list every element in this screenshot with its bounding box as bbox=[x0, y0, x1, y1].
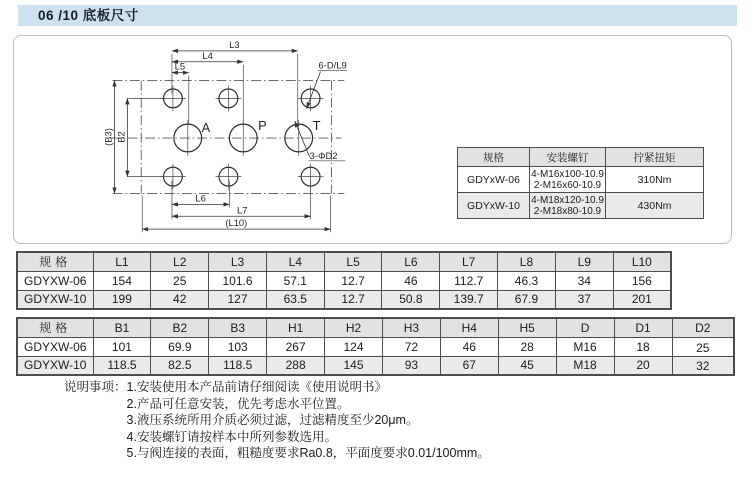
value-cell: 28 bbox=[498, 337, 556, 356]
value-cell: 118.5 bbox=[93, 356, 151, 375]
torque-table bbox=[457, 147, 704, 219]
col-header: L8 bbox=[498, 252, 556, 271]
torque-header-screws: 安装螺钉 bbox=[530, 148, 606, 167]
note-line: 5.与阀连接的表面，粗糙度要求Ra0.8，平面度要求0.01/100mm。 bbox=[126, 446, 490, 461]
dim-label-l10: (L10) bbox=[225, 217, 248, 229]
note-line: 2.产品可任意安装，优先考虑水平位置。 bbox=[126, 396, 350, 411]
col-header: B2 bbox=[151, 318, 209, 337]
value-cell: 93 bbox=[382, 356, 440, 375]
screws-cell bbox=[530, 193, 606, 219]
table-row bbox=[17, 290, 671, 309]
value-cell: 63.5 bbox=[266, 290, 324, 309]
col-header: L5 bbox=[324, 252, 382, 271]
col-header: L3 bbox=[209, 252, 267, 271]
spec-cell: GDYXW-10 bbox=[17, 290, 93, 309]
col-header: H3 bbox=[382, 318, 440, 337]
value-cell: 18 bbox=[614, 337, 672, 356]
col-header: L9 bbox=[555, 252, 613, 271]
note-line: 3.液压系统所用介质必须过滤，过滤精度至少20μm。 bbox=[126, 413, 419, 428]
value-cell: 32 bbox=[672, 356, 734, 375]
value-cell: 46 bbox=[382, 271, 440, 290]
screw-line: 4-M16x100-10.9 bbox=[531, 168, 604, 180]
value-cell: 42 bbox=[151, 290, 209, 309]
value-cell: 101.6 bbox=[209, 271, 267, 290]
col-header: B3 bbox=[209, 318, 267, 337]
dim-label-bolt-holes: 6-D/L9 bbox=[318, 59, 347, 71]
port-label-t: T bbox=[312, 118, 321, 134]
screw-line: 2-M16x60-10.9 bbox=[533, 179, 602, 191]
col-header: H1 bbox=[267, 318, 325, 337]
table-row bbox=[17, 356, 734, 375]
screws-cell bbox=[530, 167, 606, 193]
table-header-row bbox=[17, 252, 671, 271]
value-cell: 112.7 bbox=[440, 271, 498, 290]
spec-cell: GDYXW-06 bbox=[17, 271, 93, 290]
value-cell: 67 bbox=[440, 356, 498, 375]
l-dimensions-table bbox=[16, 251, 672, 310]
value-cell: 82.5 bbox=[151, 356, 209, 375]
value-cell: 139.7 bbox=[440, 290, 498, 309]
port-label-p: P bbox=[258, 118, 267, 134]
table-header-row bbox=[17, 318, 734, 337]
col-header: D bbox=[556, 318, 614, 337]
value-cell: 72 bbox=[382, 337, 440, 356]
value-cell: 201 bbox=[613, 290, 671, 309]
notes-section bbox=[64, 379, 490, 462]
col-header: B1 bbox=[93, 318, 151, 337]
dim-label-l6: L6 bbox=[195, 192, 206, 204]
value-cell: 118.5 bbox=[209, 356, 267, 375]
value-cell: 145 bbox=[325, 356, 383, 375]
col-header: L4 bbox=[266, 252, 324, 271]
notes-items bbox=[127, 379, 490, 462]
torque-table-row bbox=[458, 193, 704, 219]
value-cell: M16 bbox=[556, 337, 614, 356]
value-cell: 12.7 bbox=[324, 290, 382, 309]
spec-cell: GDYXW-06 bbox=[17, 337, 93, 356]
value-cell: 124 bbox=[325, 337, 383, 356]
col-header: H4 bbox=[440, 318, 498, 337]
table-row bbox=[17, 337, 734, 356]
value-cell: 288 bbox=[267, 356, 325, 375]
col-header: H2 bbox=[325, 318, 383, 337]
value-cell: 67.9 bbox=[498, 290, 556, 309]
dim-label-port-holes: 3-ΦD2 bbox=[309, 149, 338, 161]
page-title: 06 /10 底板尺寸 bbox=[38, 8, 139, 23]
dim-label-l3: L3 bbox=[229, 38, 240, 50]
port-label-a: A bbox=[201, 120, 211, 136]
col-header: L10 bbox=[613, 252, 671, 271]
section-title-bar bbox=[18, 5, 737, 26]
spec-cell: GDYxW-06 bbox=[458, 167, 530, 193]
value-cell: 127 bbox=[209, 290, 267, 309]
value-cell: 50.8 bbox=[382, 290, 440, 309]
notes-label: 说明事项： bbox=[64, 380, 127, 394]
dim-label-l4: L4 bbox=[202, 49, 213, 61]
dim-label-b3: (B3) bbox=[102, 128, 114, 146]
value-cell: 101 bbox=[93, 337, 151, 356]
col-header: D2 bbox=[672, 318, 734, 337]
value-cell: 69.9 bbox=[151, 337, 209, 356]
spec-cell: GDYxW-10 bbox=[458, 193, 530, 219]
value-cell: 45 bbox=[498, 356, 556, 375]
spec-cell: GDYXW-10 bbox=[17, 356, 93, 375]
torque-header-torque: 拧紧扭矩 bbox=[606, 148, 704, 167]
dim-label-b2: B2 bbox=[115, 131, 127, 143]
value-cell: 103 bbox=[209, 337, 267, 356]
value-cell: 156 bbox=[613, 271, 671, 290]
dim-label-l7: L7 bbox=[237, 204, 248, 216]
note-line: 1.安装使用本产品前请仔细阅读《使用说明书》 bbox=[126, 380, 387, 394]
col-header: 规格 bbox=[17, 318, 93, 337]
screw-line: 4-M18x120-10.9 bbox=[531, 194, 604, 206]
col-header: L7 bbox=[440, 252, 498, 271]
table-row bbox=[17, 271, 671, 290]
dim-label-l5: L5 bbox=[174, 60, 186, 72]
value-cell: 25 bbox=[151, 271, 209, 290]
torque-cell: 430Nm bbox=[606, 193, 704, 219]
col-header: 规格 bbox=[17, 252, 93, 271]
value-cell: M18 bbox=[556, 356, 614, 375]
b-dimensions-table bbox=[16, 317, 735, 376]
col-header: L2 bbox=[151, 252, 209, 271]
value-cell: 154 bbox=[93, 271, 151, 290]
value-cell: 199 bbox=[93, 290, 151, 309]
value-cell: 267 bbox=[267, 337, 325, 356]
value-cell: 57.1 bbox=[266, 271, 324, 290]
screw-line: 2-M18x80-10.9 bbox=[533, 205, 602, 217]
value-cell: 46 bbox=[440, 337, 498, 356]
col-header: L1 bbox=[93, 252, 151, 271]
torque-table-row bbox=[458, 167, 704, 193]
torque-table-header-row bbox=[458, 148, 704, 167]
col-header: H5 bbox=[498, 318, 556, 337]
drawing-panel bbox=[13, 35, 732, 244]
value-cell: 34 bbox=[555, 271, 613, 290]
col-header: L6 bbox=[382, 252, 440, 271]
col-header: D1 bbox=[614, 318, 672, 337]
value-cell: 46.3 bbox=[498, 271, 556, 290]
value-cell: 37 bbox=[555, 290, 613, 309]
note-line: 4.安装螺钉请按样本中所列参数选用。 bbox=[126, 429, 337, 444]
torque-cell: 310Nm bbox=[606, 167, 704, 193]
value-cell: 20 bbox=[614, 356, 672, 375]
value-cell: 12.7 bbox=[324, 271, 382, 290]
torque-header-spec: 规格 bbox=[458, 148, 530, 167]
value-cell: 25 bbox=[672, 337, 734, 356]
